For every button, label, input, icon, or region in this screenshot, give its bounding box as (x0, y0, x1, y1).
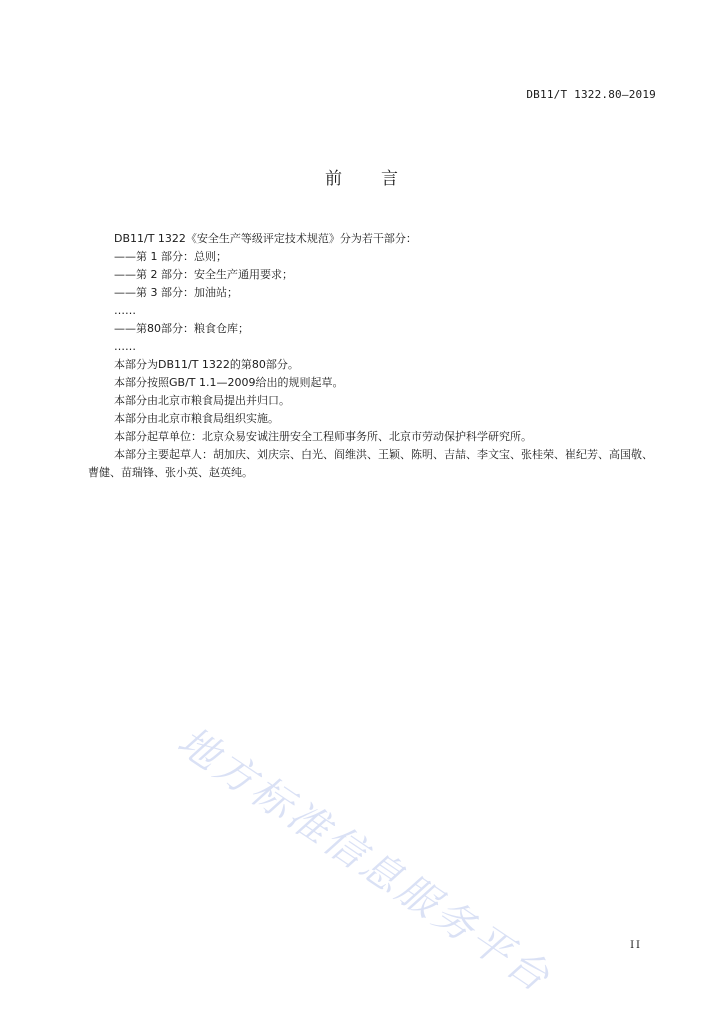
list-ellipsis: …… (114, 340, 136, 353)
paragraph-proposer: 本部分由北京市粮食局提出并归口。 (114, 394, 290, 407)
title-char-2: 言 (381, 169, 399, 189)
document-code: DB11/T 1322.80—2019 (526, 88, 656, 101)
list-item-part-3: ——第 3 部分：加油站； (114, 286, 238, 299)
page-number: II (630, 940, 642, 951)
paragraph-part-statement: 本部分为DB11/T 1322的第80部分。 (114, 358, 299, 371)
paragraph-drafting-rules: 本部分按照GB/T 1.1—2009给出的规则起草。 (114, 376, 344, 389)
list-item-part-2: ——第 2 部分：安全生产通用要求； (114, 268, 293, 281)
page-title (0, 164, 724, 189)
paragraph-implementer: 本部分由北京市粮食局组织实施。 (114, 412, 279, 425)
list-item-part-80: ——第80部分：粮食仓库； (114, 322, 249, 335)
watermark: 地方标准信息服务平台 (169, 718, 560, 1003)
title-char-1: 前 (325, 169, 343, 189)
list-item-part-1: ——第 1 部分：总则； (114, 250, 227, 263)
list-ellipsis: …… (114, 304, 136, 317)
paragraph-drafting-units: 本部分起草单位：北京众易安诚注册安全工程师事务所、北京市劳动保护科学研究所。 (114, 430, 532, 443)
paragraph-drafters: 本部分主要起草人：胡加庆、刘庆宗、白光、阎维洪、王颖、陈明、吉喆、李文宝、张桂荣、崔纪芳、高国敬、曹健、苗瑞锋、张小英、赵英纯。 (88, 448, 653, 479)
paragraph-intro: DB11/T 1322《安全生产等级评定技术规范》分为若干部分： (114, 232, 417, 245)
preface-body (88, 230, 658, 482)
